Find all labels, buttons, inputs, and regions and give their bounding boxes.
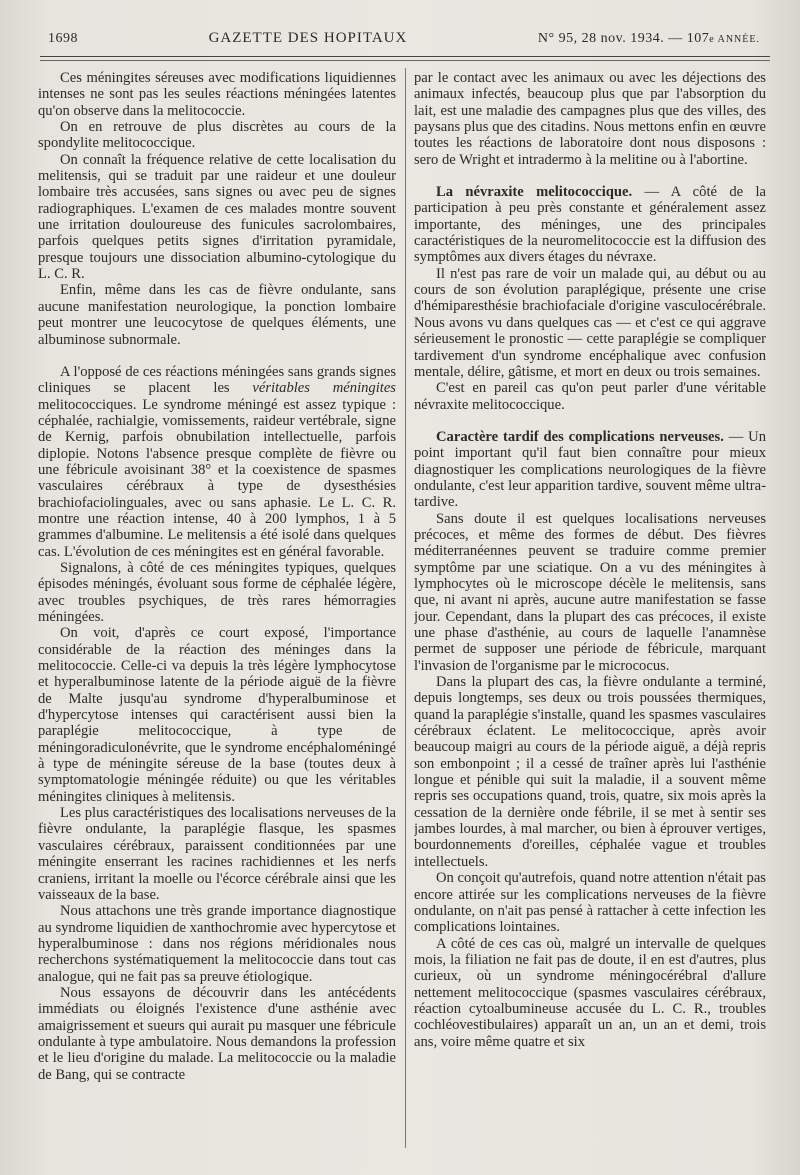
paragraph-text: — Un point important qu'il faut bien connaître pour mieux diagnostiquer les complications neurologiques de la fièvre ondulante, c'est leur apparition tardive, souvent même ultra-tardive. — [414, 428, 766, 511]
paragraph-text: melitococciques. Le syndrome méningé est assez typique : céphalée, rachialgie, vomissements, raideur vertébrale, signe de Kernig, parfois obnubilation intellectuelle, parfois diplopie. Notons l'absence presque complète de fièvre ou une fébricule avoisinant 38° et la coexistence de spasmes vasculaires cérébraux à type de dysesthésies brachiofaciolinguales, avec ou sans aphasie. Le L. C. R. montre une réaction intense, 40 à 200 lymphos, 1 à 5 grammes d'albumine. Le melitensis a été isolé dans quelques cas. L'évolution de ces méningites est en général favorable. — [38, 396, 396, 560]
section-paragraph — [414, 429, 766, 511]
paragraph: Signalons, à côté de ces méningites typiques, quelques épisodes méningés, évoluant sous forme de céphalée légère, avec troubles psychiques, de très rares hémorragies méningées. — [38, 559, 396, 625]
paragraph: Dans la plupart des cas, la fièvre ondulante a terminé, depuis longtemps, ses deux ou trois poussées thermiques, quand la paraplégie s'installe, quand les spasmes vasculaires cérébraux éclatent. Le melitococcique, après avoir beaucoup maigri au cours de la période aiguë, a déjà repris son embonpoint ; il a cessé de traîner après lui l'asthénie longue et pénible qui suit la maladie, il a souvent même repris ses occupations quand, trois, quatre, six mois après la cessation de la dernière onde fébrile, il se met à sentir ses jambes lourdes, à mal marcher, ou bien à éprouver vertiges, bourdonnements d'oreilles, céphalée vague et troubles intellectuels. — [414, 674, 766, 870]
paragraph: On voit, d'après ce court exposé, l'importance considérable de la réaction des méninges dans la melitococcie. Celle-ci va depuis la très légère lymphocytose et hyperalbuminose latente de la période aiguë de la fièvre de Malte jusqu'au syndrome d'hyperalbuminose et d'hypercytose intenses qui caractérisent aussi bien la paraplégie melitococcique, à type de méningoradiculonévrite, que le syndrome encéphaloméningé à type de méningite séreuse de la base (toutes deux à symptomatologie méningée réduite) ou que les véritables méningites cliniques à melitensis. — [38, 625, 396, 805]
issue-date: N° 95, 28 nov. 1934. — 107 — [537, 31, 710, 46]
paragraph: Les plus caractéristiques des localisations nerveuses de la fièvre ondulante, la paraplégie flasque, les spasmes vasculaires cérébraux, paraissent conditionnées par une méningite enserrant les racines rachidiennes et les nerfs craniens, irritant la moelle ou l'écorce cérébrale ainsi que les vaisseaux de la base. — [38, 805, 396, 903]
header-rule — [40, 56, 770, 61]
issue-info — [538, 31, 760, 47]
section-heading: Caractère tardif des complications nerveuses. — [436, 428, 724, 445]
paragraph: On en retrouve de plus discrètes au cours de la spondylite melitococcique. — [38, 119, 396, 152]
running-head — [48, 30, 760, 47]
paragraph-text: A l'opposé de ces réactions méningées sans grands signes cliniques se placent les — [38, 363, 396, 397]
paragraph: C'est en pareil cas qu'on peut parler d'une véritable névraxite melitococcique. — [414, 380, 766, 413]
column-divider — [405, 68, 406, 1148]
paragraph: Nous essayons de découvrir dans les antécédents immédiats ou éloignés l'existence d'une asthénie avec amaigrissement et sueurs qui aurait pu masquer une fébricule ondulante à type ambulatoire. Nous demandons la profession et le lieu d'origine du malade. La melitococcie ou la maladie de Bang, qui se contracte — [38, 984, 396, 1083]
section-paragraph — [414, 184, 766, 266]
paragraph: Enfin, même dans les cas de fièvre ondulante, sans aucune manifestation neurologique, la ponction lombaire peut montrer une leucocytose de quelques éléments, une albuminose subnormale. — [38, 282, 396, 348]
paragraph: A côté de ces cas où, malgré un intervalle de quelques mois, la filiation ne fait pas de doute, il en est d'autres, plus curieux, où un syndrome méningocérébral d'allure nettement melitococcique (spasmes vasculaires cérébraux, réaction cytoalbumineuse accusée du L. C. R., troubles cochléovestibulaires) apparaît un an, un an et demi, trois ans, voire même quatre et six — [414, 935, 766, 1050]
right-column — [414, 70, 766, 1160]
paragraph: On connaît la fréquence relative de cette localisation du melitensis, qui se traduit par une raideur et une douleur lombaire très accusées, sans signes ou avec peu de signes radiographiques. L'examen de ces malades montre souvent une irritation douloureuse des funicules sacrolombaires, parfois quelques petits signes d'irritation pyramidale, presque toujours une dissociation albumino-cytologique du L. C. R. — [38, 151, 396, 283]
journal-title: GAZETTE DES HOPITAUX — [208, 30, 408, 46]
emphasis-text: véritables méningites — [252, 380, 396, 397]
paragraph-text: — A côté de la participation à peu près constante et généralement assez importante, des méninges, une des principales caractéristiques de la neuromelitococcie est la diffusion des symptômes aux divers étages du névraxe. — [414, 184, 766, 266]
paragraph — [38, 364, 396, 560]
left-column — [38, 70, 396, 1160]
paragraph: Nous attachons une très grande importance diagnostique au syndrome liquidien de xanthochromie avec hypercytose et hyperalbuminose : dans nos régions méridionales nous recherchons systématiquement la melitococcie dans tout cas analogue, qui ne fait pas sa preuve étiologique. — [38, 903, 396, 985]
issue-suffix: e ANNÉE. — [709, 34, 760, 45]
paragraph: par le contact avec les animaux ou avec les déjections des animaux infectés, beaucoup plus que par l'absorption du lait, est une maladie des campagnes plus que des villes, des paysans plus que des citadins. Nous mettons enfin en œuvre toutes les réactions de laboratoire dont nous disposons : sero de Wright et intradermo à la melitine ou à l'abortine. — [414, 70, 766, 168]
paragraph: On conçoit qu'autrefois, quand notre attention n'était pas encore attirée sur les complications nerveuses de la fièvre ondulante, on n'ait pas pensé à rattacher à cette infection les complications lointaines. — [414, 870, 766, 936]
section-heading: La névraxite melitococcique. — [436, 184, 633, 201]
paragraph: Il n'est pas rare de voir un malade qui, au début ou au cours de son évolution paraplégique, présente une crise d'hémiparesthésie brachiofaciale d'origine vasculocérébrale. Nous avons vu dans quelques cas — et c'est ce qui aggrave sérieusement le pronostic — cette paraplégie se compliquer tardivement d'un syndrome encéphalique avec confusion mentale, délire, gâtisme, et mort en deux ou trois semaines. — [414, 265, 766, 380]
paragraph: Sans doute il est quelques localisations nerveuses précoces, et même des formes de début. Des fièvres méditerranéennes peuvent se traduire comme premier symptôme par une sciatique. On a vu des méningites à lymphocytes où le microscope décèle le melitensis, sans que, ni avant ni après, aucune autre manifestation se fasse jour. Cependant, dans la plupart des cas précoces, il existe une phase d'asthénie, au cours de laquelle l'anamnèse permet de supposer une période de fébricule, marquant l'invasion de l'organisme par le micrococus. — [414, 510, 766, 674]
paragraph: Ces méningites séreuses avec modifications liquidiennes intenses ne sont pas les seules réactions méningées latentes qu'on observe dans la melitococcie. — [38, 70, 396, 119]
page-number: 1698 — [48, 31, 78, 46]
